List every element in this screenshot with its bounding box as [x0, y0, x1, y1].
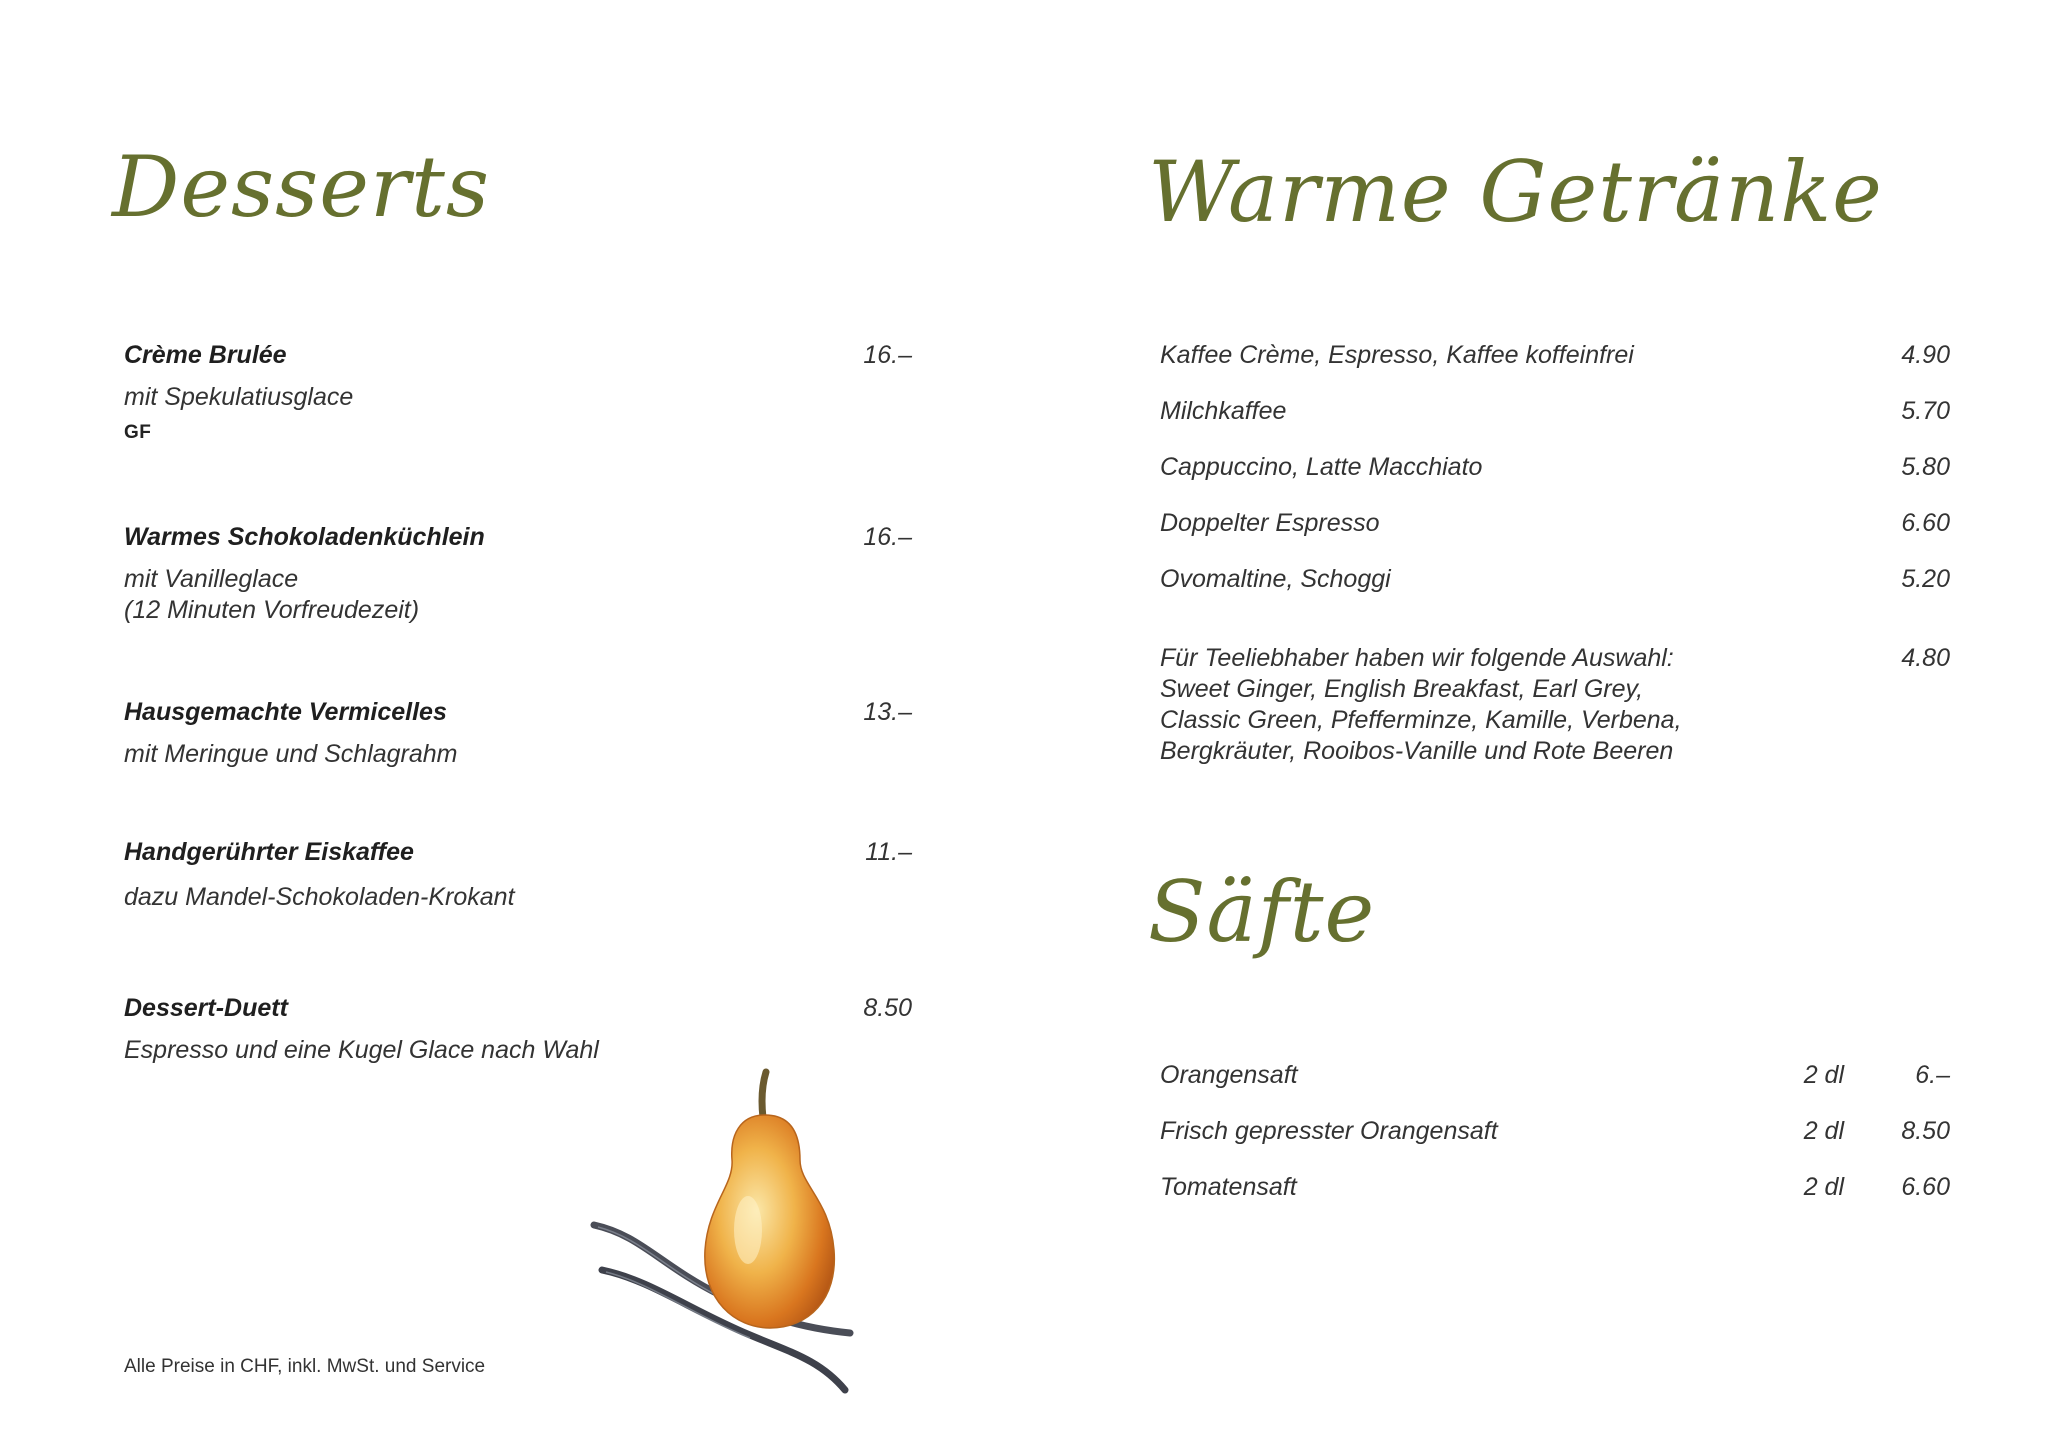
warm-drink-price: 4.90 [1901, 341, 1950, 369]
warm-drink-name: Cappuccino, Latte Macchiato [1160, 453, 1483, 481]
dessert-price: 11.– [865, 838, 912, 866]
dessert-item [124, 993, 744, 1066]
dessert-name: Crème Brulée [124, 341, 287, 369]
warm-drinks-heading: Warme Getränke [1148, 143, 1883, 241]
warm-drink-name: Milchkaffee [1160, 397, 1287, 425]
dessert-item [124, 697, 744, 770]
juice-volume: 2 dl [1803, 1173, 1844, 1201]
warm-drink-price: 4.80 [1901, 644, 1950, 672]
tea-selection: Für Teeliebhaber haben wir folgende Auswahl: Sweet Ginger, English Breakfast, Earl Grey, Classic Green, Pfefferminze, Kamille, Verbena, Bergkräuter, Rooibos-Vanille und Rote Beeren [1160, 644, 1682, 765]
dessert-price: 13.– [863, 698, 912, 726]
dessert-name: Dessert-Duett [124, 994, 288, 1022]
juice-name: Frisch gepresster Orangensaft [1160, 1117, 1498, 1145]
dessert-price: 16.– [863, 523, 912, 551]
warm-drink-price: 5.70 [1901, 397, 1950, 425]
pear-vanilla-illustration [580, 1060, 870, 1410]
dessert-name: Warmes Schokoladenküchlein [124, 523, 485, 551]
dessert-item [124, 837, 744, 913]
dessert-description: Espresso und eine Kugel Glace nach Wahl [124, 1036, 599, 1064]
dessert-item [124, 340, 744, 448]
juice-name: Tomatensaft [1160, 1173, 1297, 1201]
dessert-description: mit Meringue und Schlagrahm [124, 740, 458, 768]
dessert-price: 16.– [863, 341, 912, 369]
dessert-item [124, 522, 744, 626]
juice-price: 6.60 [1901, 1173, 1950, 1201]
warm-drink-name: Kaffee Crème, Espresso, Kaffee koffeinfrei [1160, 341, 1634, 369]
juice-name: Orangensaft [1160, 1061, 1298, 1089]
pear-stem [762, 1072, 766, 1118]
warm-drink-name: Doppelter Espresso [1160, 509, 1380, 537]
juice-volume: 2 dl [1803, 1061, 1844, 1089]
dessert-name: Hausgemachte Vermicelles [124, 698, 447, 726]
warm-drink-price: 6.60 [1901, 509, 1950, 537]
pear-body [705, 1115, 835, 1328]
juice-price: 8.50 [1901, 1117, 1950, 1145]
warm-drink-price: 5.20 [1901, 565, 1950, 593]
warm-drink-name: Ovomaltine, Schoggi [1160, 565, 1391, 593]
dessert-description: mit Spekulatiusglace [124, 383, 354, 411]
warm-drink-price: 5.80 [1901, 453, 1950, 481]
juice-price: 6.– [1915, 1061, 1950, 1089]
dessert-description: mit Vanilleglace (12 Minuten Vorfreudezeit) [124, 565, 420, 624]
dessert-description: dazu Mandel-Schokoladen-Krokant [124, 883, 515, 911]
dessert-price: 8.50 [863, 994, 912, 1022]
price-footnote: Alle Preise in CHF, inkl. MwSt. und Service [124, 1356, 486, 1377]
desserts-heading: Desserts [112, 138, 491, 236]
juices-heading: Säfte [1148, 863, 1376, 961]
juice-volume: 2 dl [1803, 1117, 1844, 1145]
dessert-name: Handgerührter Eiskaffee [124, 838, 414, 866]
gluten-free-badge: GF [124, 422, 152, 443]
